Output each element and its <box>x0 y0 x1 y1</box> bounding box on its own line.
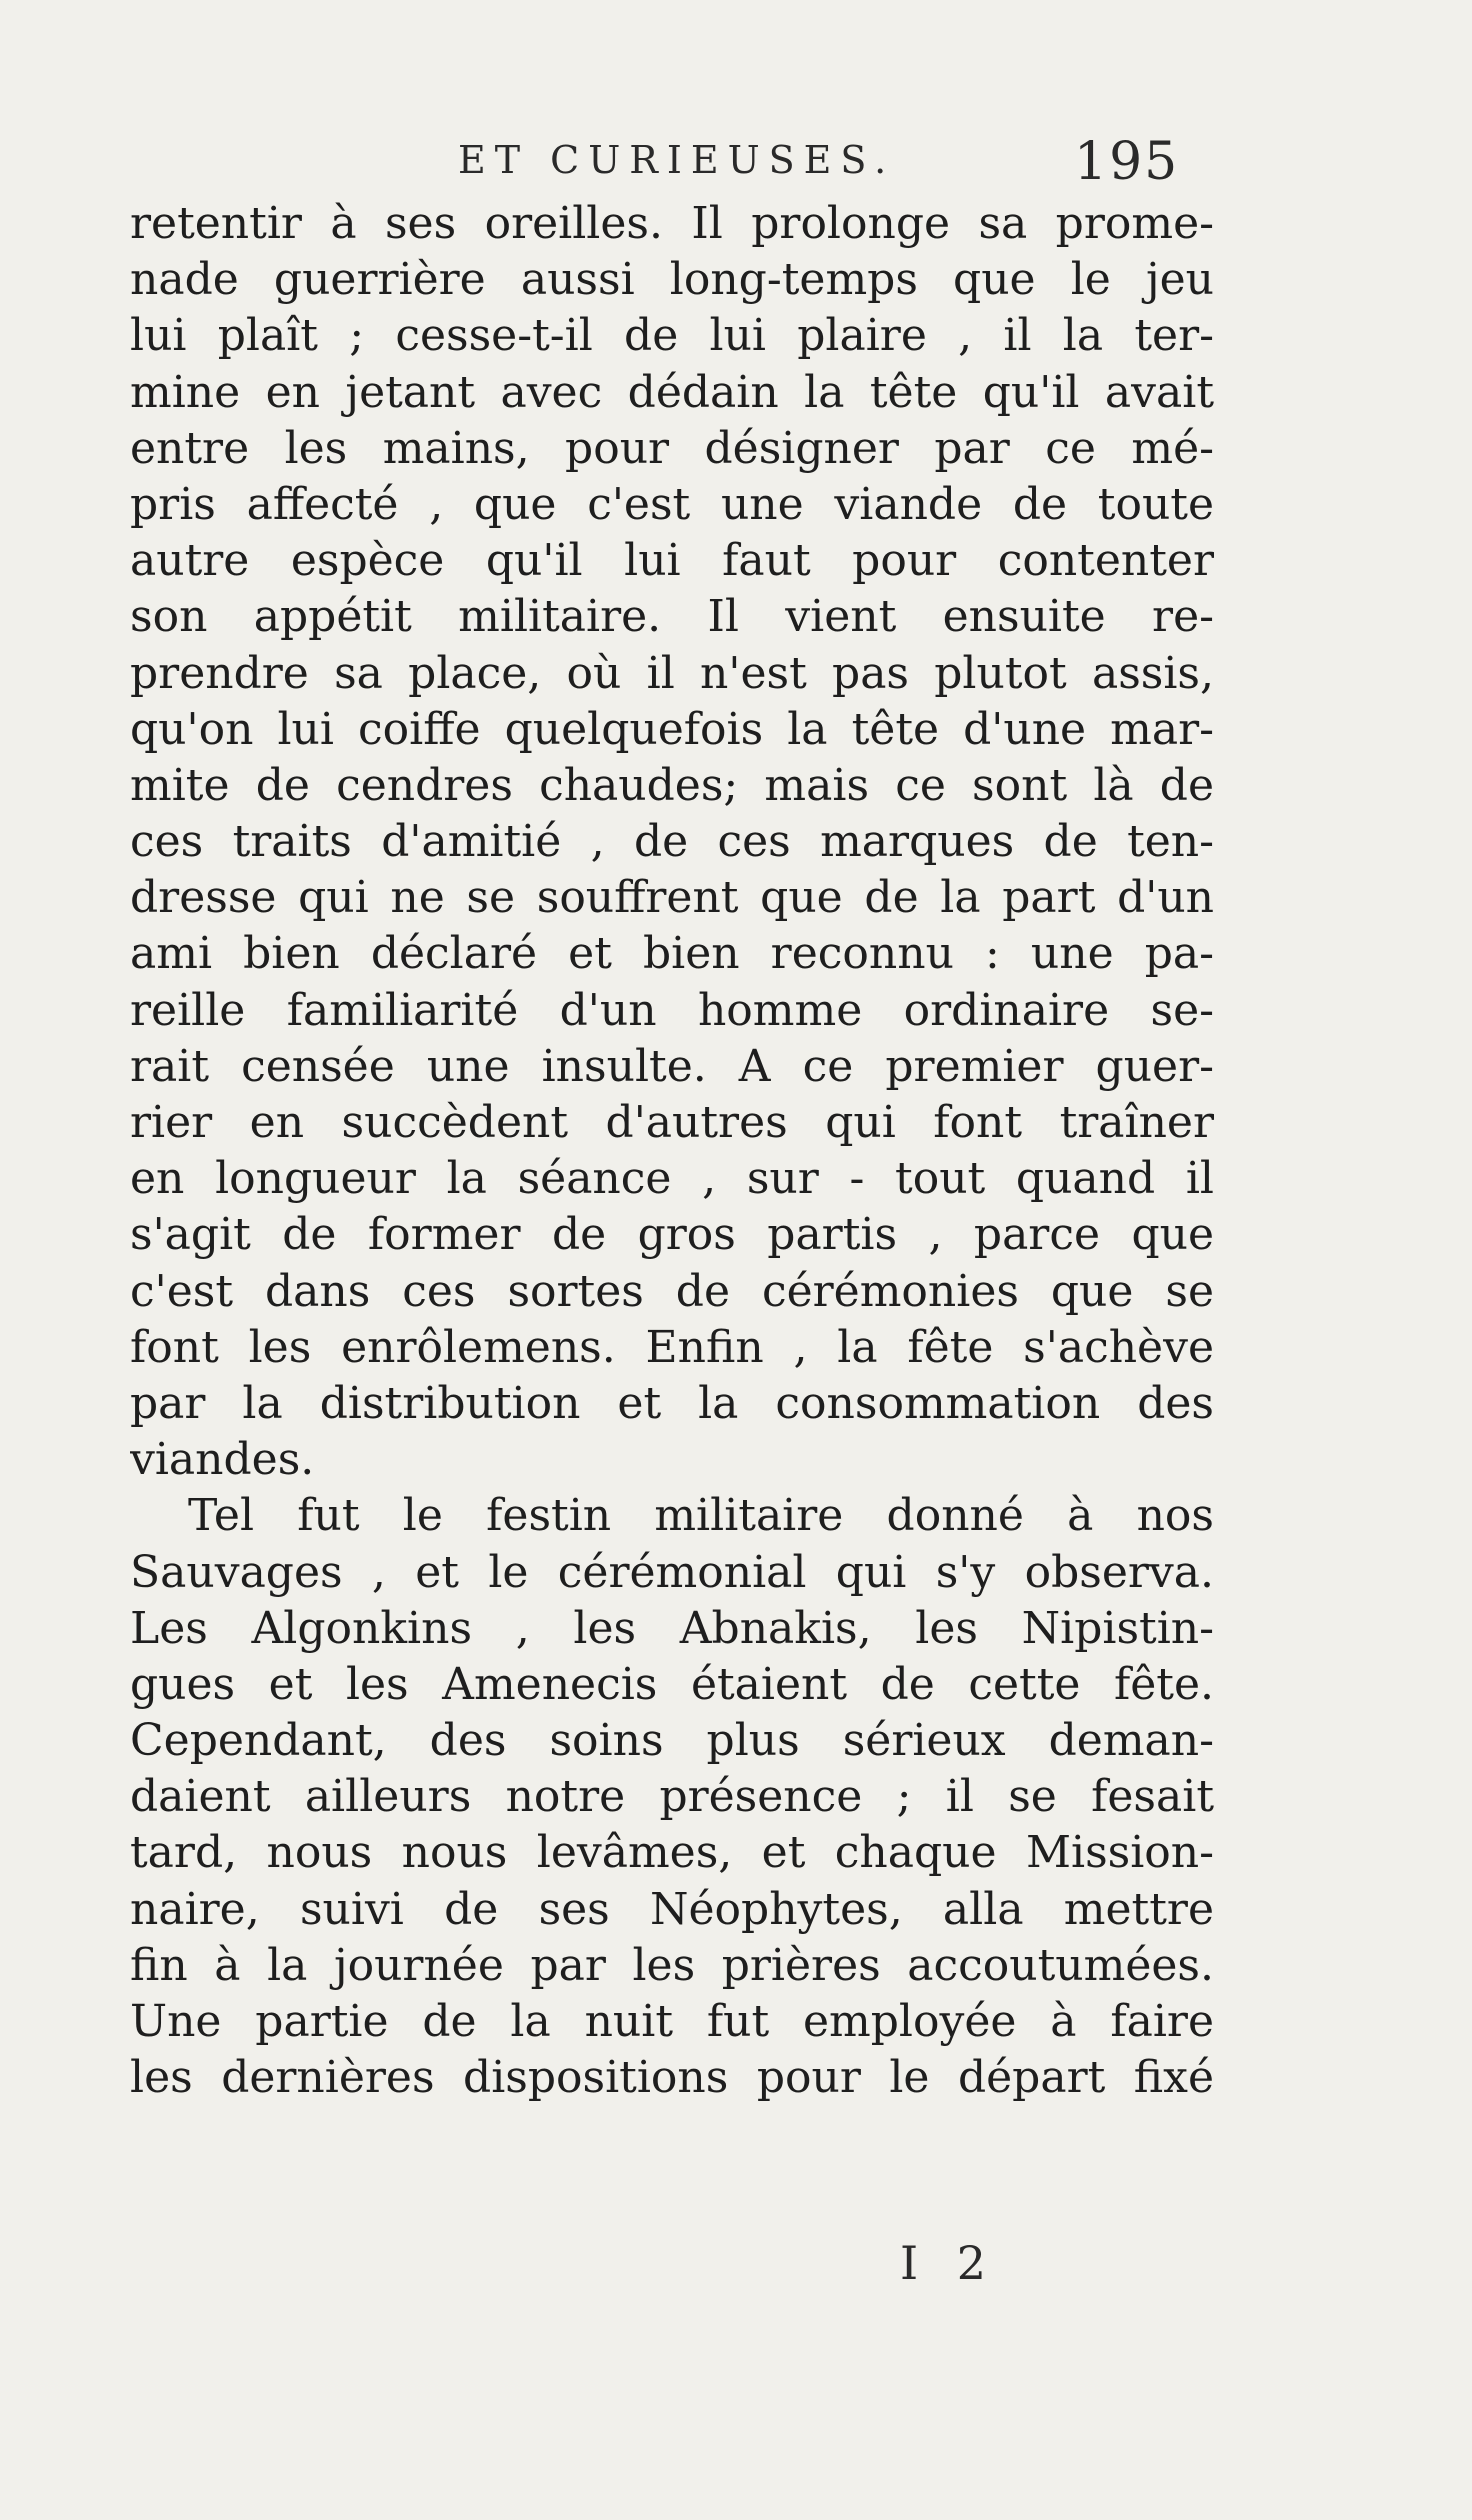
text-line: par la distribution et la consommation des <box>130 1377 1214 1429</box>
text-line: pris affecté , que c'est une viande de toute <box>130 478 1214 530</box>
text-line: les dernières dispositions pour le départ fixé <box>130 2052 1214 2104</box>
text-line: ces traits d'amitié , de ces marques de ten- <box>130 816 1214 868</box>
text-line: rait censée une insulte. A ce premier guer- <box>130 1040 1214 1092</box>
text-line: nade guerrière aussi long-temps que le jeu <box>130 254 1214 306</box>
text-line: Sauvages , et le cérémonial qui s'y observa. <box>130 1546 1214 1598</box>
running-head <box>0 132 1472 192</box>
text-line: autre espèce qu'il lui faut pour contenter <box>130 535 1214 587</box>
signature-mark: I 2 <box>900 2236 999 2290</box>
text-line: ami bien déclaré et bien reconnu : une pa- <box>130 928 1214 980</box>
text-line: gues et les Amenecis étaient de cette fête. <box>130 1658 1214 1710</box>
text-line: Les Algonkins , les Abnakis, les Nipistin- <box>130 1602 1214 1654</box>
text-line: font les enrôlemens. Enfin , la fête s'achève <box>130 1321 1214 1373</box>
text-line: lui plaît ; cesse-t-il de lui plaire , il la ter- <box>130 310 1214 362</box>
text-line: son appétit militaire. Il vient ensuite re- <box>130 591 1214 643</box>
text-line: qu'on lui coiffe quelquefois la tête d'une mar- <box>130 703 1214 755</box>
text-line: naire, suivi de ses Néophytes, alla mettre <box>130 1883 1214 1935</box>
text-line: en longueur la séance , sur - tout quand il <box>130 1153 1214 1205</box>
text-line: s'agit de former de gros partis , parce que <box>130 1209 1214 1261</box>
text-line: dresse qui ne se souffrent que de la part d'un <box>130 872 1214 924</box>
text-line: Une partie de la nuit fut employée à faire <box>130 1996 1214 2047</box>
text-line: mine en jetant avec dédain la tête qu'il avait <box>130 366 1214 418</box>
text-line: entre les mains, pour désigner par ce mé- <box>130 422 1214 474</box>
running-head-title: ET CURIEUSES. <box>458 138 896 182</box>
text-line: prendre sa place, où il n'est pas plutot assis, <box>130 647 1214 699</box>
paragraph-start-line: Tel fut le festin militaire donné à nos <box>188 1490 1214 1542</box>
text-line: retentir à ses oreilles. Il prolonge sa prome- <box>130 198 1214 249</box>
text-line: daient ailleurs notre présence ; il se fesait <box>130 1771 1214 1823</box>
text-line: mite de cendres chaudes; mais ce sont là de <box>130 759 1214 811</box>
text-line: reille familiarité d'un homme ordinaire se- <box>130 984 1214 1036</box>
text-line: tard, nous nous levâmes, et chaque Mission- <box>130 1827 1214 1879</box>
text-line: Cependant, des soins plus sérieux deman- <box>130 1715 1214 1767</box>
text-line: c'est dans ces sortes de cérémonies que se <box>130 1265 1214 1317</box>
text-line: fin à la journée par les prières accoutumées. <box>130 1939 1214 1991</box>
page-number: 195 <box>1074 132 1180 192</box>
paragraph-end-line: viandes. <box>130 1434 315 1486</box>
text-line: rier en succèdent d'autres qui font traîner <box>130 1097 1214 1148</box>
body-text <box>130 196 1214 2106</box>
